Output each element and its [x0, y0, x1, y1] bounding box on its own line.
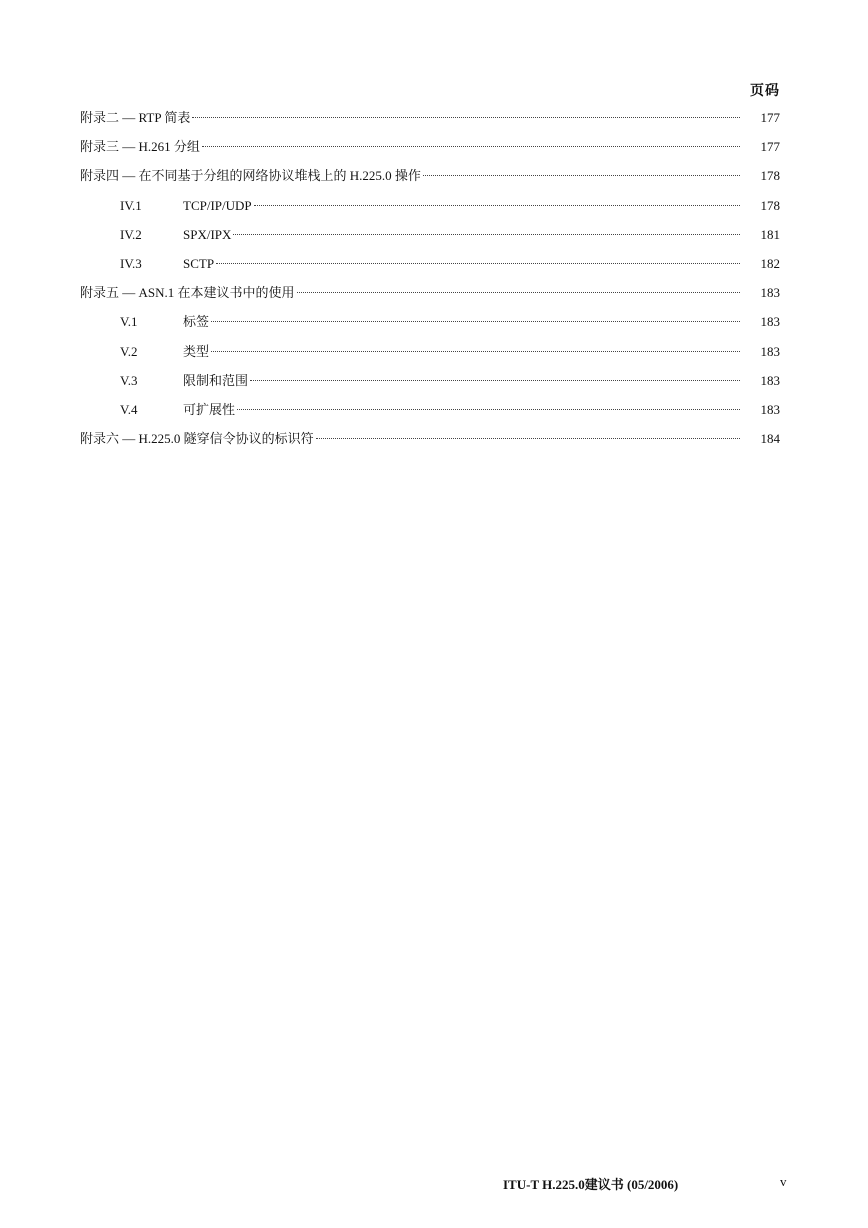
- toc-entry-page: 183: [760, 343, 780, 359]
- toc-entry-title: 类型: [183, 343, 210, 359]
- dot-leader: [297, 292, 740, 293]
- dot-leader: [211, 351, 740, 352]
- dot-leader: [316, 438, 740, 439]
- toc-entry-title: 附录五 — ASN.1 在本建议书中的使用: [80, 285, 295, 301]
- toc-entry-title: 标签: [183, 314, 210, 330]
- toc-entry-page: 177: [760, 139, 780, 155]
- toc-entry-annex-4[interactable]: [80, 166, 780, 195]
- table-of-contents: [80, 108, 780, 458]
- toc-entry-title: 附录四 — 在不同基于分组的网络协议堆栈上的 H.225.0 操作: [80, 168, 421, 184]
- page-number: v: [780, 1174, 787, 1189]
- toc-entry-annex-2[interactable]: [80, 108, 780, 137]
- toc-entry-page: 178: [760, 197, 780, 213]
- toc-entry-page: 183: [760, 285, 780, 301]
- toc-entry-title: SCTP: [183, 255, 215, 271]
- toc-entry-annex-5[interactable]: [80, 283, 780, 312]
- toc-entry-number: IV.2: [120, 226, 142, 242]
- toc-entry-iv-2[interactable]: [80, 225, 780, 254]
- toc-entry-title: 限制和范围: [183, 372, 249, 388]
- toc-entry-page: 181: [760, 226, 780, 242]
- toc-entry-page: 183: [760, 314, 780, 330]
- toc-entry-iv-3[interactable]: [80, 254, 780, 283]
- toc-entry-number: IV.1: [120, 197, 142, 213]
- toc-entry-number: V.1: [120, 314, 138, 330]
- dot-leader: [250, 380, 740, 381]
- toc-entry-v-4[interactable]: [80, 400, 780, 429]
- toc-entry-title: 附录六 — H.225.0 隧穿信令协议的标识符: [80, 431, 314, 447]
- toc-entry-iv-1[interactable]: [80, 196, 780, 225]
- toc-entry-page: 184: [760, 431, 780, 447]
- toc-entry-v-3[interactable]: [80, 371, 780, 400]
- dot-leader: [211, 321, 740, 322]
- dot-leader: [192, 117, 740, 118]
- dot-leader: [254, 205, 740, 206]
- toc-entry-page: 177: [760, 110, 780, 125]
- dot-leader: [237, 409, 740, 410]
- toc-entry-page: 183: [760, 401, 780, 417]
- toc-entry-annex-6[interactable]: [80, 429, 780, 458]
- toc-entry-number: V.3: [120, 372, 138, 388]
- footer-document-reference: ITU-T H.225.0建议书 (05/2006): [503, 1177, 679, 1192]
- toc-entry-title: SPX/IPX: [183, 226, 232, 242]
- toc-entry-page: 178: [760, 168, 780, 184]
- toc-entry-number: V.2: [120, 343, 138, 359]
- dot-leader: [202, 146, 740, 147]
- toc-entry-v-1[interactable]: [80, 312, 780, 341]
- dot-leader: [216, 263, 740, 264]
- toc-entry-page: 183: [760, 372, 780, 388]
- dot-leader: [233, 234, 740, 235]
- toc-entry-annex-3[interactable]: [80, 137, 780, 166]
- toc-entry-title: 可扩展性: [183, 401, 236, 417]
- toc-entry-title: TCP/IP/UDP: [183, 197, 252, 213]
- dot-leader: [423, 175, 740, 176]
- toc-entry-page: 182: [760, 255, 780, 271]
- toc-entry-title: 附录三 — H.261 分组: [80, 139, 200, 155]
- toc-entry-v-2[interactable]: [80, 342, 780, 371]
- toc-entry-number: IV.3: [120, 255, 142, 271]
- toc-entry-title: 附录二 — RTP 简表: [80, 110, 191, 125]
- page-column-heading: 页码: [750, 84, 780, 99]
- toc-entry-number: V.4: [120, 401, 138, 417]
